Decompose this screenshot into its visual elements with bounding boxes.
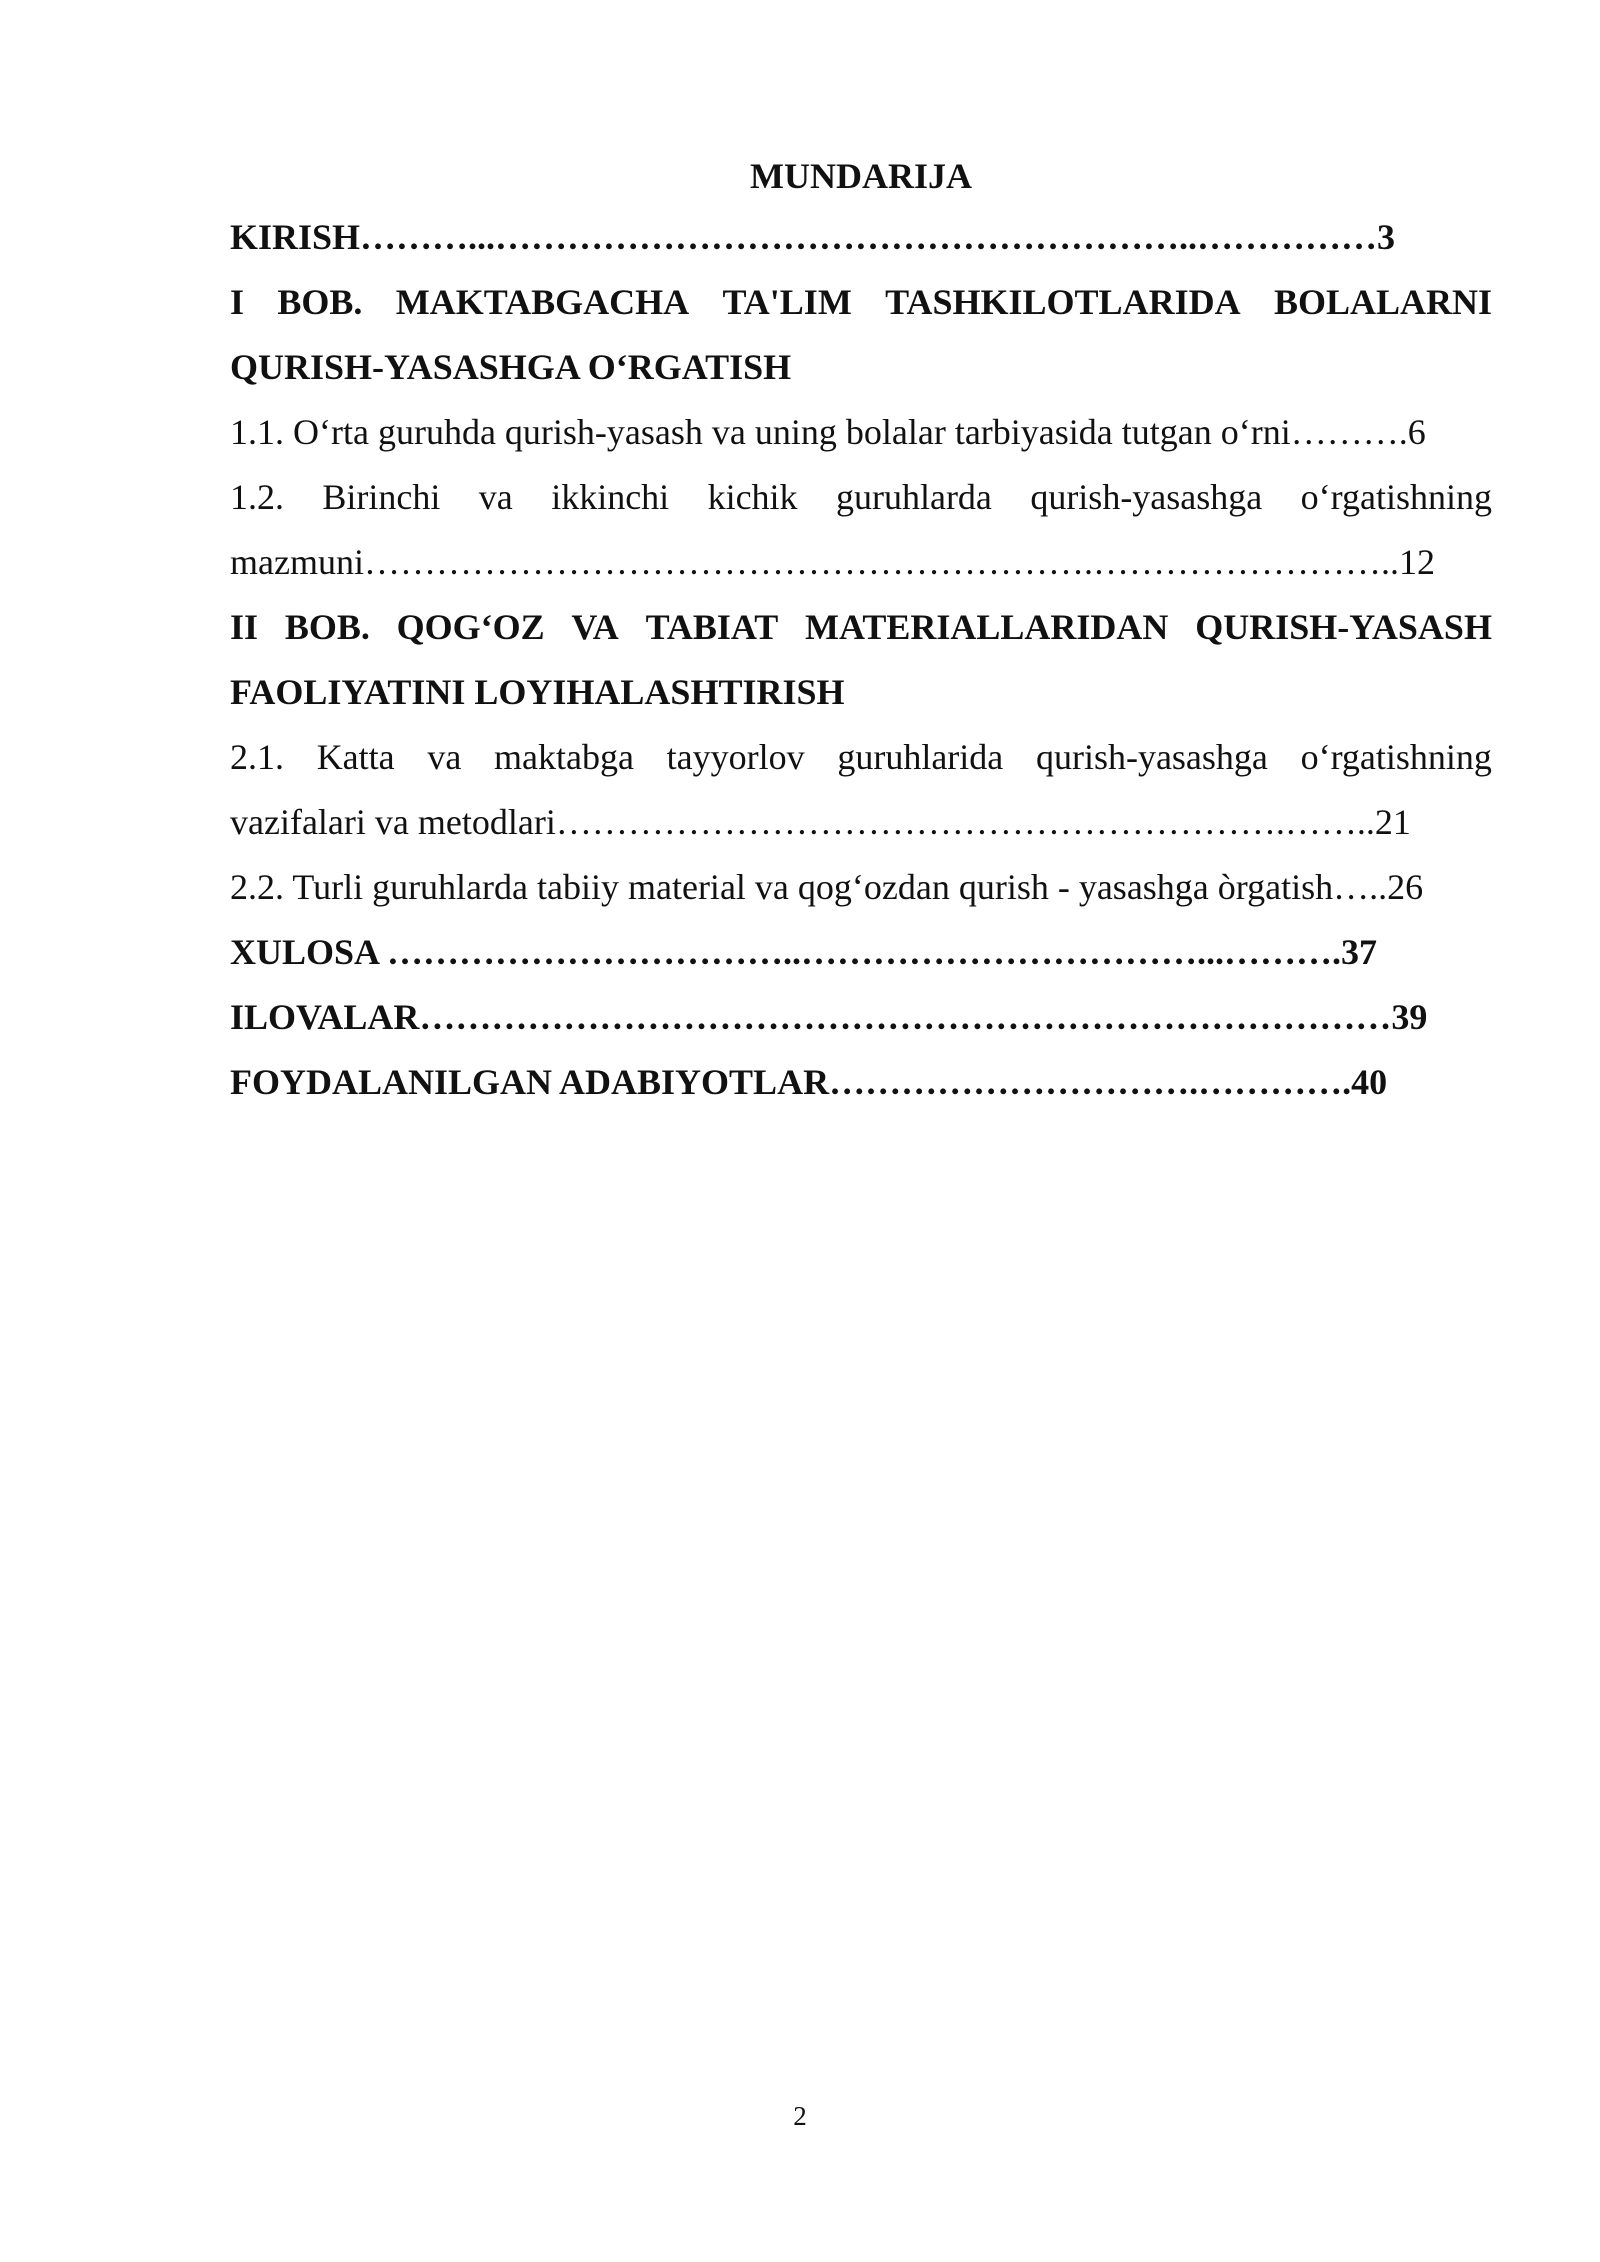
toc-word: QURISH-YASASH [1195, 607, 1492, 647]
toc-entry-2-1-line-2: vazifalari va metodlari…………………………………………………….……..21 [230, 802, 1411, 842]
table-of-contents [230, 148, 1492, 1115]
toc-word: va [478, 477, 513, 517]
toc-word: MATERIALLARIDAN [805, 607, 1169, 647]
toc-entry-kirish: KIRISH………...…………………………………………………..……………3 [230, 217, 1396, 257]
toc-word: TA'LIM [722, 282, 852, 322]
toc-chapter-1-line-1 [230, 270, 1492, 335]
toc-entry-2-2: 2.2. Turli guruhlarda tabiiy material va qog‘ozdan qurish - yasashga òrgatish…..26 [230, 867, 1424, 907]
toc-word: 2.1. [230, 737, 284, 777]
toc-word: guruhlarda [835, 477, 992, 517]
toc-word: ikkinchi [551, 477, 670, 517]
toc-word: qurish-yasashga [1030, 477, 1263, 517]
toc-word: MAKTABGACHA [395, 282, 690, 322]
toc-word: BOB. [284, 607, 370, 647]
toc-word: maktabga [494, 737, 634, 777]
toc-chapter-2-line-2: FAOLIYATINI LOYIHALASHTIRISH [230, 672, 845, 712]
toc-word: qurish-yasashga [1035, 737, 1268, 777]
toc-word: BOLALARNI [1273, 282, 1492, 322]
toc-word: kichik [707, 477, 798, 517]
toc-word: VA [571, 607, 619, 647]
toc-entry-1-2-line-2: mazmuni…………………………………………………….……………………..12 [230, 542, 1435, 582]
toc-word: Katta [316, 737, 395, 777]
toc-chapter-2-line-1 [230, 595, 1492, 660]
toc-entry-1-1: 1.1. O‘rta guruhda qurish-yasash va uning bolalar tarbiyasida tutgan o‘rni……….6 [230, 412, 1426, 452]
toc-word: II [230, 607, 259, 647]
toc-entry-adabiyotlar: FOYDALANILGAN ADABIYOTLAR………………………….………….40 [230, 1062, 1388, 1102]
toc-entry-ilovalar: ILOVALAR………………………………………………………………………39 [230, 997, 1428, 1037]
toc-entry-2-1-line-1 [230, 725, 1492, 790]
toc-word: TASHKILOTLARIDA [885, 282, 1241, 322]
toc-entry-1-2-line-1 [230, 465, 1492, 530]
toc-entry-xulosa: XULOSA ……………………………..……………………………...……….37 [230, 932, 1378, 972]
toc-word: va [427, 737, 462, 777]
toc-word: guruhlarida [837, 737, 1004, 777]
toc-word: 1.2. [230, 477, 284, 517]
toc-word: I [230, 282, 245, 322]
toc-chapter-1-line-2: QURISH-YASASHGA O‘RGATISH [230, 347, 792, 387]
toc-word: BOB. [277, 282, 363, 322]
toc-word: TABIAT [645, 607, 779, 647]
toc-word: QOG‘OZ [396, 607, 545, 647]
toc-word: o‘rgatishning [1300, 477, 1492, 517]
toc-word: o‘rgatishning [1300, 737, 1492, 777]
toc-title: MUNDARIJA [750, 156, 972, 196]
page-number: 2 [793, 2101, 807, 2131]
toc-word: Birinchi [322, 477, 441, 517]
toc-word: tayyorlov [666, 737, 805, 777]
